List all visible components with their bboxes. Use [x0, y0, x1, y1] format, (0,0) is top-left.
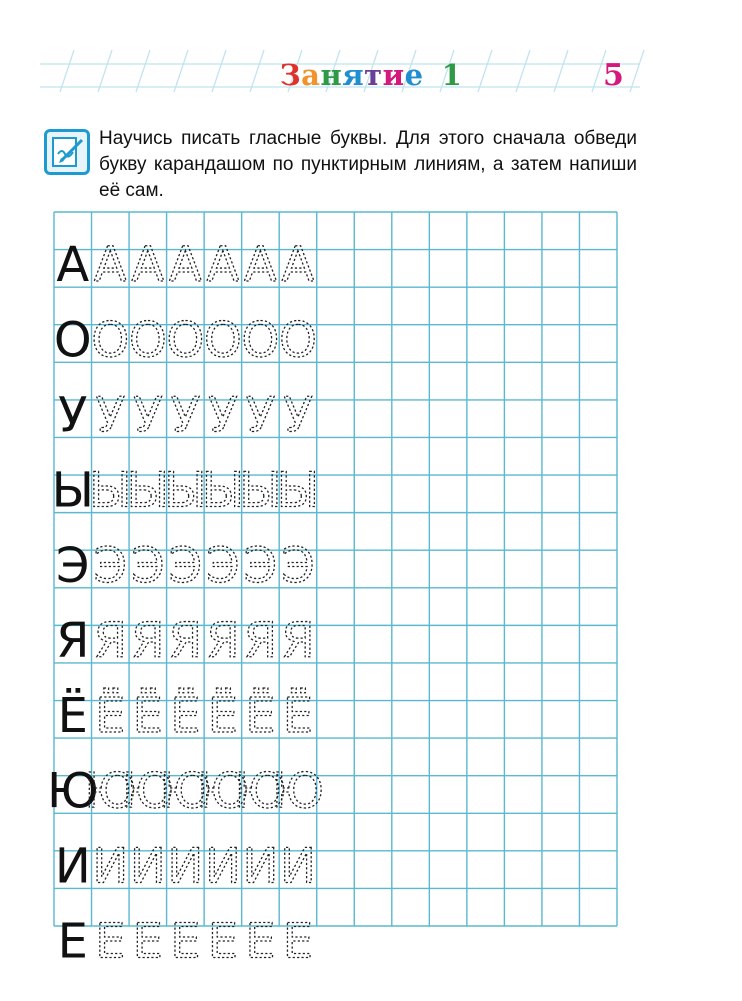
trace-letter: А	[168, 237, 202, 294]
trace-letter: Э	[131, 537, 165, 594]
trace-letter: Ю	[196, 763, 249, 820]
trace-letter: О	[279, 312, 317, 369]
lesson-title-letter: т	[364, 58, 383, 92]
model-letter: Э	[56, 537, 90, 594]
trace-letter: Ю	[84, 763, 137, 820]
trace-letter: Я	[93, 612, 127, 669]
model-letter: А	[56, 237, 90, 294]
trace-letter: Я	[206, 612, 240, 669]
model-letter: Ы	[51, 462, 94, 519]
trace-letter: И	[129, 838, 166, 895]
task-instruction: Научись писать гласные буквы. Для этого сначала обведи букву карандашом по пунктирным линиям, а затем напиши её сам.	[99, 128, 637, 201]
model-letter: Е	[57, 913, 88, 970]
page-number: 5	[603, 58, 624, 93]
trace-letter: Ё	[95, 688, 126, 745]
trace-letter: Ё	[282, 688, 314, 745]
trace-letter: У	[283, 387, 313, 444]
trace-letter: Э	[168, 537, 203, 594]
trace-letter: Е	[245, 913, 276, 970]
trace-letter: А	[206, 237, 240, 294]
trace-letter: У	[208, 387, 238, 444]
trace-letter: И	[167, 838, 204, 895]
trace-letter: Ё	[245, 688, 276, 745]
model-letter: Я	[56, 612, 90, 669]
trace-letter: Ё	[207, 688, 239, 745]
trace-letter: И	[280, 838, 316, 895]
trace-letter: Е	[170, 913, 201, 970]
lesson-number: 1	[441, 58, 463, 92]
trace-letter: Ы	[89, 462, 132, 519]
model-letter: Ю	[46, 763, 99, 820]
lesson-title-letter: я	[342, 58, 365, 92]
trace-letter: Ы	[164, 462, 207, 519]
lesson-title-letter: и	[382, 58, 405, 92]
trace-letter: Ы	[239, 462, 282, 519]
trace-letter: Я	[243, 612, 278, 669]
trace-letter: И	[92, 838, 129, 895]
lesson-title-letter: е	[404, 58, 424, 92]
trace-letter: У	[133, 387, 163, 444]
trace-letter: А	[281, 237, 315, 294]
trace-letter: Э	[243, 537, 278, 594]
trace-letter: Ю	[159, 763, 212, 820]
trace-letter: Ы	[201, 462, 245, 519]
trace-letter: Е	[207, 913, 239, 970]
trace-letter: Э	[281, 537, 315, 594]
trace-letter: Е	[132, 913, 163, 970]
trace-letter: Ы	[276, 462, 320, 519]
trace-letter: У	[95, 387, 125, 444]
trace-letter: Ы	[126, 462, 170, 519]
trace-letter: О	[91, 312, 130, 369]
lesson-title-letter: З	[279, 58, 302, 92]
trace-letter: Е	[282, 913, 314, 970]
trace-letter: Э	[93, 537, 128, 594]
trace-letter: Ё	[132, 688, 163, 745]
trace-letter: Е	[95, 913, 126, 970]
trace-letter: И	[242, 838, 279, 895]
trace-letter: О	[241, 312, 280, 369]
trace-letter: А	[93, 237, 127, 294]
trace-letter: О	[166, 312, 205, 369]
lesson-title-letter: н	[320, 58, 343, 92]
trace-letter: А	[131, 237, 165, 294]
trace-letter: Я	[131, 612, 165, 669]
trace-letter: Ю	[272, 763, 324, 820]
trace-letter: А	[244, 237, 277, 294]
trace-letter: У	[170, 387, 200, 444]
model-letter: О	[53, 312, 92, 369]
trace-letter: Ю	[234, 763, 287, 820]
trace-letter: У	[245, 387, 276, 444]
trace-letter: Ё	[170, 688, 201, 745]
trace-letter: Я	[281, 612, 315, 669]
model-letter: И	[54, 838, 91, 895]
trace-letter: О	[128, 312, 167, 369]
lesson-title-letter: а	[301, 58, 321, 92]
trace-letter: И	[204, 838, 241, 895]
trace-letter: Э	[206, 537, 240, 594]
model-letter: Ё	[57, 688, 88, 745]
trace-letter: О	[204, 312, 242, 369]
trace-letter: Я	[168, 612, 203, 669]
trace-letter: Ю	[121, 763, 174, 820]
model-letter: У	[58, 387, 88, 444]
